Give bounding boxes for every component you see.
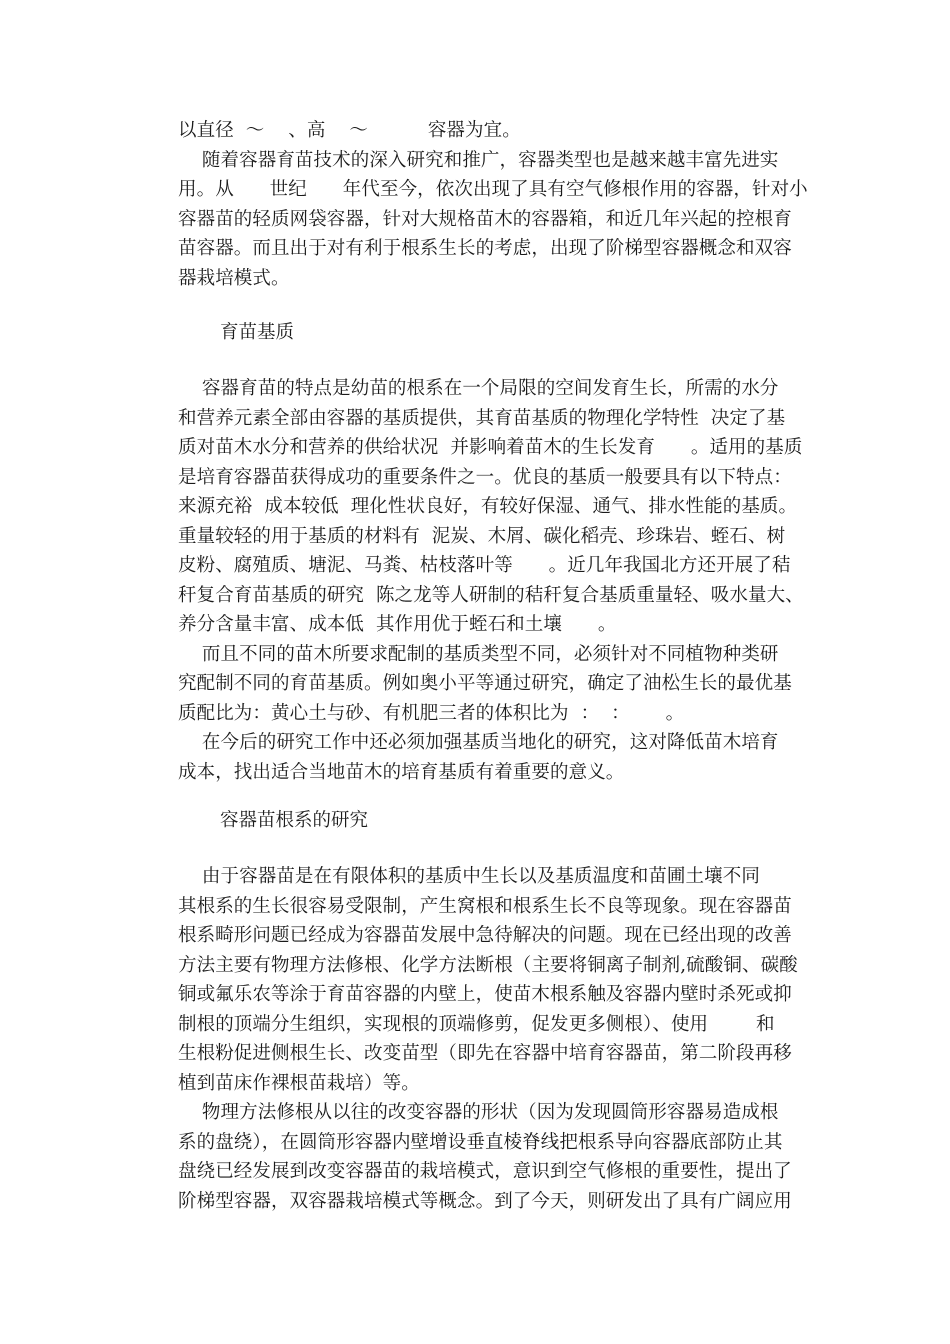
text-line: 质配比为：黄心土与砂、有机肥三者的体积比为 ： ： 。	[178, 702, 685, 724]
text-line: 究配制不同的育苗基质。例如奥小平等通过研究，确定了油松生长的最优基	[178, 673, 792, 694]
text-line: 和营养元素全部由容器的基质提供，其育苗基质的物理化学特性 决定了基	[178, 407, 786, 429]
paragraph-container-substrate	[178, 374, 808, 787]
text-line: 植到苗床作裸根苗栽培）等。	[178, 1072, 420, 1094]
text-line: 由于容器苗是在有限体积的基质中生长以及基质温度和苗圃土壤不同	[178, 866, 760, 887]
section-heading-substrate: 育苗基质	[220, 322, 295, 343]
text-line: 以直径 ～ 、高 ～ 容器为宜。	[178, 120, 521, 141]
text-line: 容器育苗的特点是幼苗的根系在一个局限的空间发育生长，所需的水分	[178, 378, 779, 399]
text-line: 物理方法修根从以往的改变容器的形状（因为发现圆筒形容器易造成根	[178, 1102, 779, 1123]
text-line: 成本，找出适合当地苗木的培育基质有着重要的意义。	[178, 761, 625, 783]
text-line: 容器苗的轻质网袋容器，针对大规格苗木的容器箱，和近几年兴起的控根育	[178, 208, 792, 230]
text-line: 铜或氟乐农等涂于育苗容器的内壁上，使苗木根系触及容器内壁时杀死或抑	[178, 984, 792, 1005]
text-line: 来源充裕 成本较低 理化性状良好，有较好保湿、通气、排水性能的基质。	[178, 496, 798, 517]
text-line: 制根的顶端分生组织，实现根的顶端修剪，促发更多侧根）、使用 和	[178, 1013, 775, 1035]
text-line: 方法主要有物理方法修根、化学方法断根（主要将铜离子制剂,硫酸铜、碳酸	[178, 954, 798, 976]
text-line: 养分含量丰富、成本低 其作用优于蛭石和土壤 。	[178, 614, 617, 635]
text-line: 生根粉促进侧根生长、改变苗型（即先在容器中培育容器苗，第二阶段再移	[178, 1043, 792, 1064]
text-line: 重量较轻的用于基质的材料有 泥炭、木屑、碳化稻壳、珍珠岩、蛭石、树	[178, 525, 786, 547]
text-line: 用。从 世纪 年代至今，依次出现了具有空气修根作用的容器，针对小	[178, 179, 808, 200]
text-line: 是培育容器苗获得成功的重要条件之一。优良的基质一般要具有以下特点：	[178, 466, 792, 488]
text-line: 其根系的生长很容易受限制，产生窝根和根系生长不良等现象。现在容器苗	[178, 895, 792, 917]
text-line: 质对苗木水分和营养的供给状况 并影响着苗木的生长发育 。适用的基质	[178, 437, 803, 458]
text-line: 盘绕已经发展到改变容器苗的栽培模式，意识到空气修根的重要性，提出了	[178, 1161, 792, 1182]
text-line: 而且不同的苗木所要求配制的基质类型不同，必须针对不同植物种类研	[178, 643, 779, 665]
text-line: 阶梯型容器，双容器栽培模式等概念。到了今天，则研发出了具有广阔应用	[178, 1190, 792, 1212]
paragraph-container-roots	[178, 862, 808, 1216]
text-line: 器栽培模式。	[178, 267, 290, 289]
text-line: 秆复合育苗基质的研究 陈之龙等人研制的秸秆复合基质重量轻、吸水量大、	[178, 584, 804, 606]
text-line: 系的盘绕），在圆筒形容器内壁增设垂直棱脊线把根系导向容器底部防止其	[178, 1131, 783, 1153]
section-heading-root-research: 容器苗根系的研究	[220, 810, 369, 831]
text-line: 随着容器育苗技术的深入研究和推广，容器类型也是越来越丰富先进实	[178, 149, 779, 171]
text-line: 皮粉、腐殖质、塘泥、马粪、枯枝落叶等 。近几年我国北方还开展了秸	[178, 555, 791, 576]
text-line: 苗容器。而且出于对有利于根系生长的考虑，出现了阶梯型容器概念和双容	[178, 238, 792, 259]
paragraph-container-intro	[178, 116, 808, 293]
text-line: 根系畸形问题已经成为容器苗发展中急待解决的问题。现在已经出现的改善	[178, 925, 792, 946]
text-line: 在今后的研究工作中还必须加强基质当地化的研究，这对降低苗木培育	[178, 732, 779, 753]
